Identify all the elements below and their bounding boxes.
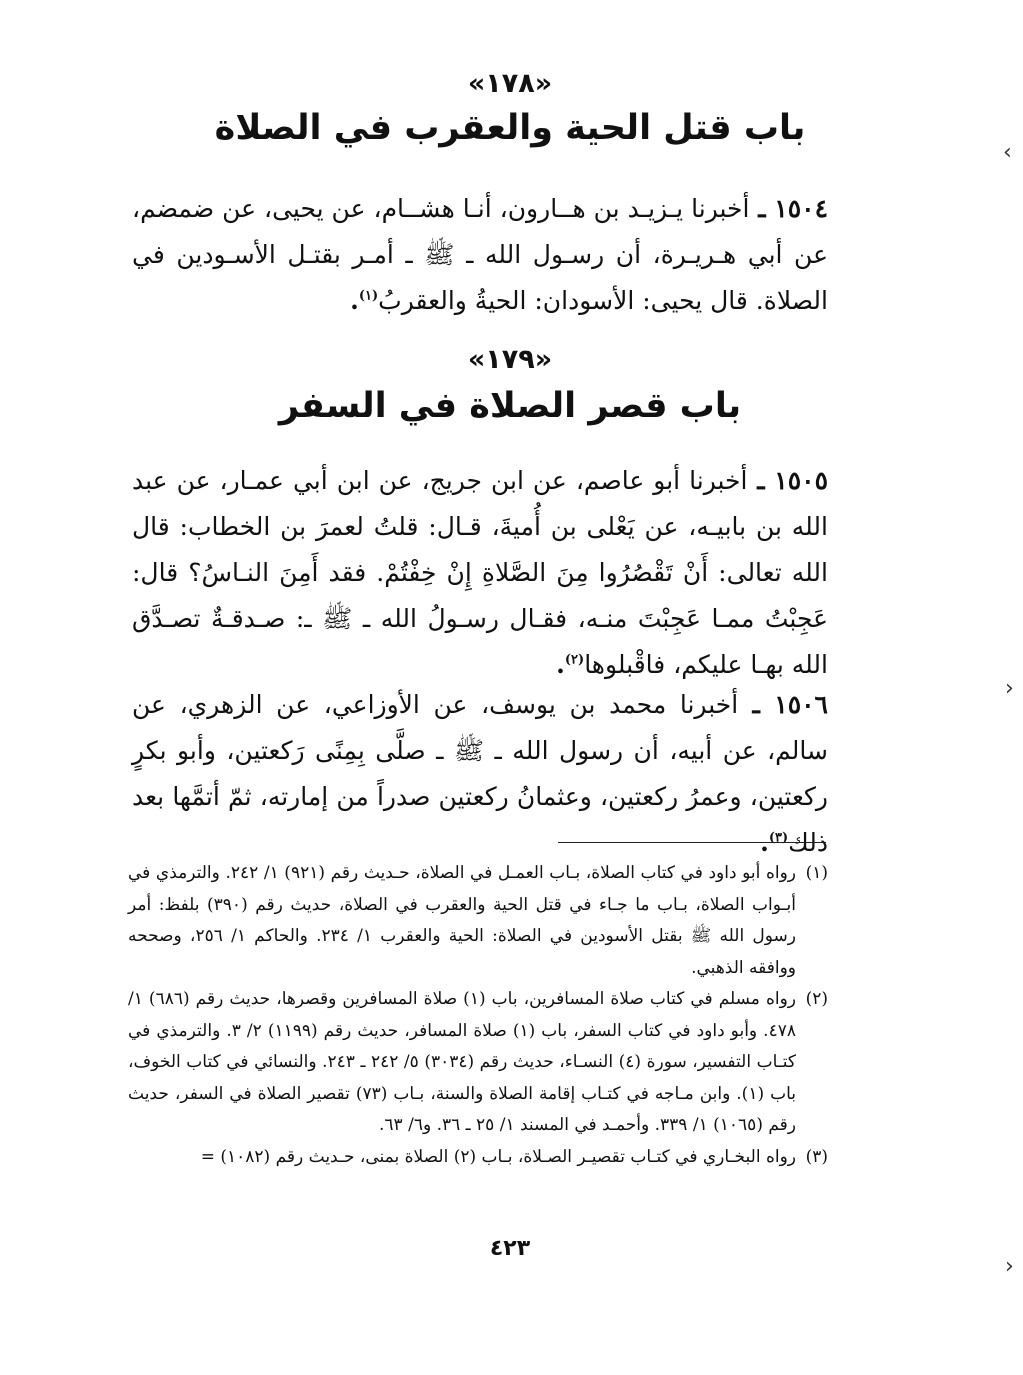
hadith-text: أخبرنا محمد بن يوسف، عن الأوزاعي، عن الزهري، عن سالم، عن أبيه، أن رسول الله ـ ﷺ ـ صلَّى بِمِنًى رَكعتين، وأبو بكرٍ ركعتين، وعمرُ ركعتين، وعثمانُ ركعتين صدراً من إمارته، ثمّ أتمَّها بعد ذلك [132, 690, 828, 857]
chapter-number: «١٧٩» [467, 344, 553, 375]
hadith-paragraph [132, 458, 828, 688]
scan-mark: ‹ [1003, 140, 1012, 165]
footnote-number: (٣) [805, 1146, 828, 1167]
sentence-end: . [556, 650, 565, 679]
hadith-paragraph [132, 682, 828, 866]
footnote [128, 858, 828, 984]
footnote-reference: (٣) [768, 830, 789, 846]
page-number: ٤٢٣ [489, 1236, 531, 1261]
footnote-text: رواه مسلم في كتاب صلاة المسافرين، باب (١) صلاة المسافرين وقصرها، حديث رقم (٦٨٦) ١/ ٤٧٨. وأبو داود في كتاب السفر، باب (١) صلاة المسافر، حديث رقم (١١٩٩) ٢/ ٣. والترمذي في كتـاب التفسير، سورة (٤) النسـاء، حديث رقم (٣٠٣٤) ٥/ ٢٤٢ ـ ٢٤٣. والنسائي في كتاب الخوف، باب (١). وابن مـاجه في كتـاب إقامة الصلاة والسنة، بـاب (٧٣) تقصير الصلاة في السفر، حديث رقم (١٠٦٥) ١/ ٣٣٩. وأحمـد في المسند ١/ ٢٥ ـ ٣٦. و٦/ ٦٣. [128, 989, 796, 1135]
footnote [128, 1142, 828, 1174]
sentence-end: . [350, 286, 359, 315]
footnote-reference: (٢) [564, 652, 585, 668]
chapter-title: باب قتل الحية والعقرب في الصلاة [214, 108, 806, 148]
footnote-divider [558, 842, 826, 843]
chapter-title: باب قصر الصلاة في السفر [278, 386, 742, 426]
chapter-number: «١٧٨» [467, 68, 553, 99]
footnotes-section [128, 858, 828, 1173]
hadith-number: ١٥٠٥ ـ [757, 466, 828, 495]
hadith-text: أخبرنا أبو عاصم، عن ابن جريج، عن ابن أبي عمـار، عن عبد الله بن بابيـه، عن يَعْلى بن أُميةَ، قـال: قلتُ لعمرَ بن الخطاب: قال الله تعالى: أَنْ تَقْصُرُوا مِنَ الصَّلاةِ إِنْ خِفْتُمْ. فقد أَمِنَ النـاسُ؟ قال: عَجِبْتُ ممـا عَجِبْتَ منـه، فقـال رسـولُ الله ـ ﷺ ـ: صـدقـةٌ تصـدَّق الله بهـا عليكم، فاقْبلوها [132, 466, 828, 679]
sentence-end: . [760, 828, 769, 857]
footnote-number: (١) [805, 863, 828, 883]
footnote-text: رواه البخـاري في كتـاب تقصيـر الصـلاة، بـاب (٢) الصلاة بمنى، حـديث رقم (١٠٨٢) = [200, 1146, 796, 1167]
hadith-text: أخبرنا يـزيـد بن هــارون، أنـا هشــام، عن يحيى، عن ضمضم، عن أبي هـريـرة، أن رسـول الله ـ ﷺ ـ أمـر بقتـل الأسـودين في الصلاة. قال يحيى: الأسودان: الحيةُ والعقربُ [132, 194, 828, 315]
footnote-reference: (١) [358, 288, 379, 304]
hadith-number: ١٥٠٤ ـ [758, 194, 828, 223]
footnote-text: رواه أبو داود في كتاب الصلاة، بـاب العمـل في الصلاة، حـديث رقم (٩٢١) ١/ ٢٤٢. والترمذي في أبـواب الصلاة، بـاب ما جـاء في قتل الحية والعقرب في الصلاة، حديث رقم (٣٩٠) بلفظ: أمر رسول الله ﷺ بقتل الأسودين في الصلاة: الحية والعقرب ١/ ٢٣٤. والحاكم ١/ ٢٥٦، وصححه ووافقه الذهبي. [128, 863, 797, 978]
scan-mark: › [1005, 1254, 1014, 1279]
footnote-number: (٢) [805, 989, 828, 1009]
footnote [128, 984, 828, 1142]
hadith-paragraph [132, 186, 828, 324]
scan-mark: › [1005, 676, 1014, 701]
hadith-number: ١٥٠٦ ـ [752, 690, 828, 719]
